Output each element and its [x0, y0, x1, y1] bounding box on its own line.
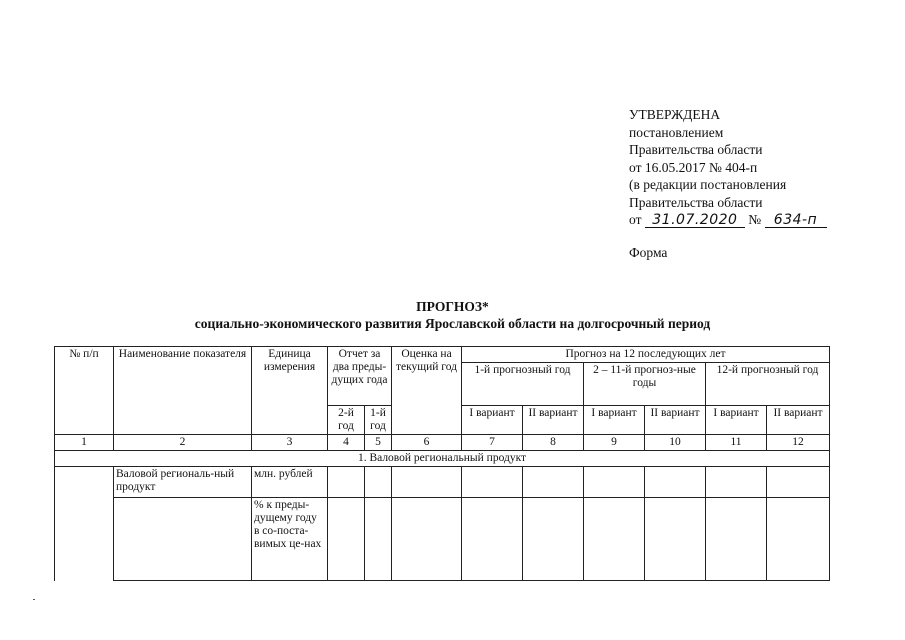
table-cell	[392, 498, 462, 581]
table-cell	[328, 467, 365, 498]
column-number: 7	[462, 435, 523, 451]
table-cell	[462, 467, 523, 498]
forecast-table	[54, 346, 830, 581]
table-cell	[55, 467, 114, 581]
table-cell	[706, 467, 767, 498]
header-forecast: Прогноз на 12 последующих лет	[462, 347, 830, 363]
table-row	[55, 467, 830, 498]
header-num: № п/п	[55, 347, 114, 435]
column-number: 2	[114, 435, 252, 451]
approval-title: УТВЕРЖДЕНА	[629, 107, 721, 122]
approval-date-line	[629, 211, 827, 229]
indicator-unit: % к преды-дущему году в со-поста-вимых це-нах	[252, 498, 328, 581]
number-sign: №	[748, 212, 762, 227]
header-variant: II вариант	[767, 406, 830, 435]
table-cell	[328, 498, 365, 581]
table-row	[55, 498, 830, 581]
table-cell	[767, 498, 830, 581]
column-number: 3	[252, 435, 328, 451]
column-number: 8	[523, 435, 584, 451]
approval-line: от 16.05.2017 № 404-п	[629, 159, 758, 175]
table-cell	[523, 467, 584, 498]
table-cell	[462, 498, 523, 581]
header-report: Отчет за два преды-дущих года	[328, 347, 392, 406]
header-name: Наименование показателя	[114, 347, 252, 435]
header-variant: I вариант	[706, 406, 767, 435]
indicator-name: Валовой региональ-ный продукт	[114, 467, 252, 498]
section-row	[55, 451, 830, 467]
handwritten-number: 634-п	[765, 214, 827, 228]
column-number: 12	[767, 435, 830, 451]
column-number: 1	[55, 435, 114, 451]
approval-line: (в редакции постановления	[629, 177, 787, 192]
scan-speck	[33, 599, 35, 600]
approval-line: Правительства области	[629, 142, 763, 157]
header-report-sub: 1-й год	[365, 406, 392, 435]
table-cell	[584, 467, 645, 498]
header-period: 2 – 11-й прогноз-ные годы	[584, 363, 706, 406]
column-number: 6	[392, 435, 462, 451]
handwritten-date: 31.07.2020	[645, 214, 745, 228]
header-row	[55, 347, 830, 363]
table-cell	[523, 498, 584, 581]
document-title: ПРОГНОЗ*	[416, 299, 489, 314]
table-cell	[767, 467, 830, 498]
column-number-row	[55, 435, 830, 451]
header-variant: II вариант	[523, 406, 584, 435]
column-number: 9	[584, 435, 645, 451]
approval-line: постановлением	[629, 124, 724, 140]
header-variant: I вариант	[584, 406, 645, 435]
table-cell	[645, 498, 706, 581]
table-cell	[706, 498, 767, 581]
indicator-unit: млн. рублей	[252, 467, 328, 498]
header-report-sub: 2-й год	[328, 406, 365, 435]
approval-block	[629, 106, 827, 229]
table-cell	[365, 467, 392, 498]
header-unit: Единица измерения	[252, 347, 328, 435]
column-number: 11	[706, 435, 767, 451]
table-cell	[645, 467, 706, 498]
header-period: 12-й прогнозный год	[706, 363, 830, 406]
section-title: 1. Валовой региональный продукт	[55, 451, 830, 467]
table-cell	[365, 498, 392, 581]
indicator-name	[114, 498, 252, 581]
header-period: 1-й прогнозный год	[462, 363, 584, 406]
header-estimate: Оценка на текущий год	[392, 347, 462, 435]
table-cell	[584, 498, 645, 581]
column-number: 10	[645, 435, 706, 451]
column-number: 4	[328, 435, 365, 451]
approval-date-prefix: от	[629, 212, 642, 227]
document-subtitle: социально-экономического развития Ярославской области на долгосрочный период	[194, 316, 711, 331]
column-number: 5	[365, 435, 392, 451]
approval-line: Правительства области	[629, 194, 763, 210]
table-cell	[392, 467, 462, 498]
header-variant: I вариант	[462, 406, 523, 435]
form-label: Форма	[629, 245, 668, 260]
header-variant: II вариант	[645, 406, 706, 435]
